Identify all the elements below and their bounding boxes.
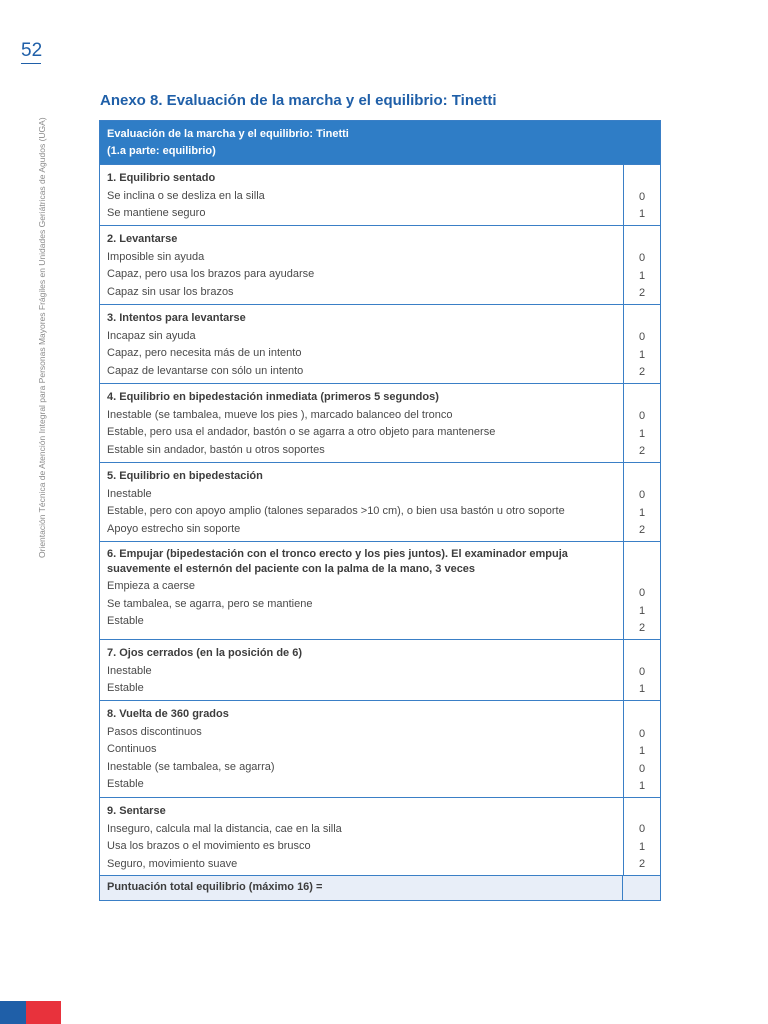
score-value: 1: [638, 604, 646, 617]
item-text-5: [100, 463, 623, 541]
item-option: Capaz de levantarse con sólo un intento: [107, 364, 304, 377]
total-score-cell: [622, 876, 660, 900]
item-option: Estable: [107, 615, 144, 628]
item-option: Se mantiene seguro: [107, 207, 206, 220]
table-header-subtitle: (1.a parte: equilibrio): [107, 145, 216, 157]
score-value: 0: [638, 762, 646, 775]
item-option: Se tambalea, se agarra, pero se mantiene: [107, 597, 313, 610]
item-scores-6: [623, 542, 660, 639]
item-scores-3: [623, 305, 660, 383]
table-header-title: Evaluación de la marcha y el equilibrio: Tinetti: [107, 128, 349, 140]
item-option: Estable: [107, 682, 144, 695]
item-text-7: [100, 640, 623, 700]
item-text-9: [100, 798, 623, 875]
side-running-title: Orientación Técnica de Atención Integral para Personas Mayores Frágiles en Unidades Geriátricas de Agudos (UGA): [37, 117, 47, 558]
score-value: 0: [638, 665, 646, 678]
score-value: 1: [638, 269, 646, 282]
footer-blue-bar: [0, 1001, 26, 1024]
item-text-1: [100, 165, 623, 225]
score-value: 0: [638, 823, 646, 836]
score-value: 1: [638, 683, 646, 696]
item-option: Inestable (se tambalea, se agarra): [107, 760, 275, 773]
item-row-9: [100, 797, 660, 875]
table-header: [100, 121, 660, 164]
total-row: [100, 875, 660, 900]
item-text-8: [100, 701, 623, 797]
total-label: Puntuación total equilibrio (máximo 16) =: [107, 881, 323, 893]
score-value: 0: [638, 190, 646, 203]
item-title: 8. Vuelta de 360 grados: [107, 708, 229, 720]
item-scores-8: [623, 701, 660, 797]
item-row-4: [100, 383, 660, 462]
item-option: Imposible sin ayuda: [107, 250, 205, 263]
item-option: Seguro, movimiento suave: [107, 857, 238, 870]
item-option: Usa los brazos o el movimiento es brusco: [107, 840, 311, 853]
item-option: Empieza a caerse: [107, 580, 196, 592]
score-value: 1: [638, 745, 646, 758]
score-value: 2: [638, 445, 646, 458]
score-value: 0: [638, 410, 646, 423]
item-title: 9. Sentarse: [107, 805, 166, 817]
item-title-line: 6. Empujar (bipedestación con el tronco erecto y los pies juntos). El examinador empuja: [107, 548, 568, 560]
item-option: Inestable (se tambalea, mueve los pies ), marcado balanceo del tronco: [107, 408, 453, 421]
item-scores-5: [623, 463, 660, 541]
item-text-6: [100, 542, 623, 639]
score-value: 0: [638, 331, 646, 344]
item-scores-1: [623, 165, 660, 225]
item-option: Inseguro, calcula mal la distancia, cae en la silla: [107, 822, 342, 835]
item-title: [107, 547, 617, 578]
score-value: 0: [638, 252, 646, 265]
item-option: Apoyo estrecho sin soporte: [107, 522, 241, 535]
item-option: Capaz sin usar los brazos: [107, 285, 234, 298]
item-option: Estable: [107, 778, 144, 791]
item-option: Continuos: [107, 743, 157, 756]
item-option: Estable, pero con apoyo amplio (talones separados >10 cm), o bien usa bastón u otro soporte: [107, 505, 565, 518]
tinetti-table: [99, 120, 661, 901]
item-title-line: suavemente el esternón del paciente con la palma de la mano, 3 veces: [107, 563, 476, 575]
score-value: 1: [638, 840, 646, 853]
score-value: 1: [638, 208, 646, 221]
item-option: Se inclina o se desliza en la silla: [107, 189, 265, 202]
item-title: 2. Levantarse: [107, 233, 178, 245]
item-option: Inestable: [107, 664, 152, 677]
item-row-3: [100, 304, 660, 383]
item-text-2: [100, 226, 623, 304]
item-text-4: [100, 384, 623, 462]
score-value: 2: [638, 366, 646, 379]
score-value: 2: [638, 858, 646, 871]
annex-title: Anexo 8. Evaluación de la marcha y el equilibrio: Tinetti: [100, 92, 497, 109]
score-value: 1: [638, 780, 646, 793]
score-value: 1: [638, 348, 646, 361]
score-value: 1: [638, 427, 646, 440]
item-option: Incapaz sin ayuda: [107, 329, 196, 342]
score-value: 0: [638, 587, 646, 600]
item-row-6: [100, 541, 660, 639]
item-scores-7: [623, 640, 660, 700]
score-value: 2: [638, 622, 646, 635]
item-title: 1. Equilibrio sentado: [107, 172, 216, 184]
item-option: Estable sin andador, bastón u otros soportes: [107, 443, 325, 456]
item-row-8: [100, 700, 660, 797]
item-text-3: [100, 305, 623, 383]
item-option: Estable, pero usa el andador, bastón o se agarra a otro objeto para mantenerse: [107, 426, 496, 439]
item-row-2: [100, 225, 660, 304]
item-title: 3. Intentos para levantarse: [107, 312, 246, 324]
item-option: Inestable: [107, 487, 152, 500]
item-title: 7. Ojos cerrados (en la posición de 6): [107, 647, 303, 659]
item-title: 5. Equilibrio en bipedestación: [107, 470, 263, 482]
item-scores-9: [623, 798, 660, 875]
item-option: Capaz, pero usa los brazos para ayudarse: [107, 268, 315, 281]
score-value: 0: [638, 727, 646, 740]
score-value: 2: [638, 287, 646, 300]
item-scores-2: [623, 226, 660, 304]
item-option: Pasos discontinuos: [107, 725, 202, 738]
item-row-7: [100, 639, 660, 700]
item-row-1: [100, 164, 660, 225]
item-title: 4. Equilibrio en bipedestación inmediata (primeros 5 segundos): [107, 391, 439, 403]
item-row-5: [100, 462, 660, 541]
page-number-underline: [21, 63, 41, 64]
score-value: 0: [638, 489, 646, 502]
score-value: 2: [638, 524, 646, 537]
page-number: 52: [21, 40, 43, 61]
item-option: Capaz, pero necesita más de un intento: [107, 347, 302, 360]
item-scores-4: [623, 384, 660, 462]
footer-red-bar: [26, 1001, 61, 1024]
score-value: 1: [638, 506, 646, 519]
